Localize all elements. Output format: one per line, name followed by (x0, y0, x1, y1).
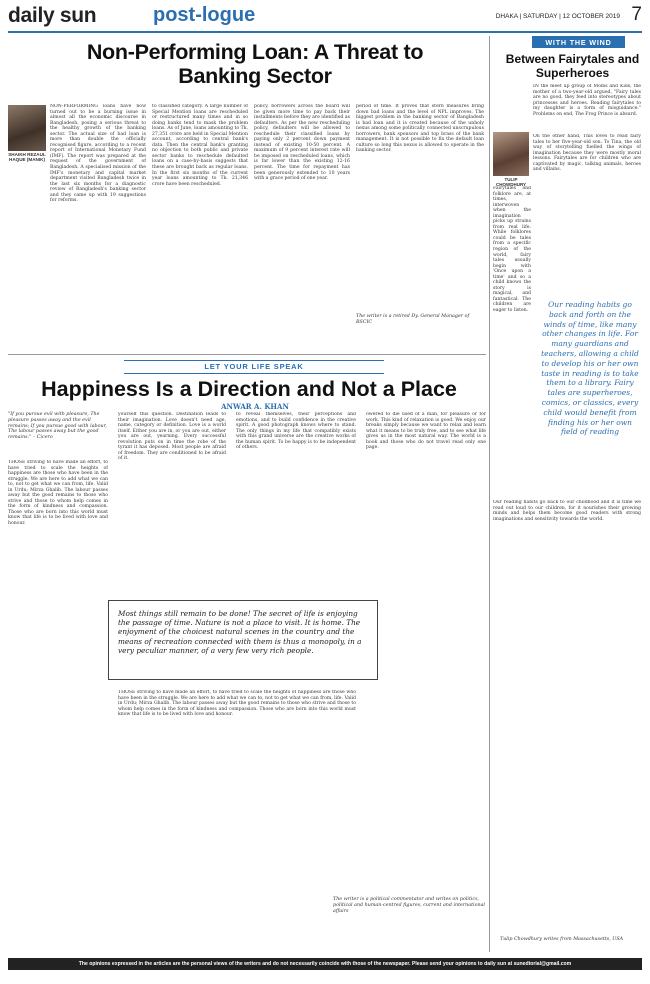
article2-pull-quote: Most things still remain to be done! The secret of life is enjoying the passage of time. Nature is not a place to visit. It is home. The enjoyment of the choicest natural scenes in the country and the means of recreation connected with them is thus a monopoly, in a very peculiar manner, of a very few very rich people. (108, 600, 378, 680)
header-rule (8, 31, 642, 33)
author-photo (8, 105, 46, 151)
article2-tagline: The writer is a political commentator and writes on politics, political and human-centred figures, current and international affairs (333, 897, 485, 914)
masthead (8, 4, 642, 30)
article1-column-1: NON-PERFORMING loans have now turned out to be a burning issue in almost all the economic discourse in Bangladesh, posing a serious threat to the healthy growth of the banking sector. The actual size of bad loan is more than double the officially recognised figure, according to a recent report of International Monetary Fund (IMF). The report was prepared at the request of the government of Bangladesh. A specialised mission of the IMF's monetary and capital market department visited Bangladesh twice in the last six months for a diagnostic review of Bangladesh's banking sector and they came up with 19 suggestions for reforms. (50, 104, 146, 204)
article2-epigraph: "If you pursue evil with pleasure, The pleasure passes away and the evil remains; If you pursue good with labour, The labour passes away but the good remains." – Cicero (8, 412, 107, 441)
newspaper-logo: daily sun (8, 4, 97, 27)
article2-headline: Happiness Is a Direction and Not a Place (41, 377, 457, 401)
article1-column-2: to classified category. A large number of Special Mention loans are rescheduled or restructured many times and in so doing banks tend to mask the problem loans. As of June, loans amounting to Tk. 27,351 crore are held in Special Mention account, according to central bank's data. Then the central bank's granting no objection to both public and private sector banks to reschedule defaulted loans on a case-by-basis suggests that these are brought back as regular loans. In the first six months of the current year loans amounting to Tk. 21,346 crore have been rescheduled. (152, 104, 248, 187)
article2-kicker: LET YOUR LIFE SPEAK (124, 360, 384, 374)
article2-column-4: owered to die used of a man, for pleasure or for work. This kind of relaxation is good. We enjoy our breaks simply because we want to relax and learn what it means to be truly free, and to see what life gives us in the most natural way. The world is a book and those who do not travel read only one page. (366, 412, 486, 451)
article3-column-3: Our reading habits go back to our childhood and it is time we read out loud to our children, for it nourishes their growing minds and helps them become good readers with strong imaginations and sensitivity towards the world. (493, 500, 641, 522)
article1-column-4: period of time. It proves that stern measures bring down bad loans and the level of NPL improves. The biggest problem in the banking sector of Bangladesh is bad loan and it is created because of the unholy nexus among some politically connected unscrupulous borrowers, bank sponsors and top brass of the bank management. It is not possible to fix the default loan culture so long this nexus is allowed to operate in the banking sector. (356, 104, 484, 154)
article1-tagline: The writer is a retired Dy. General Manager of BSCIC (356, 314, 470, 325)
page-number: 7 (631, 4, 642, 25)
section-name: post-logue (153, 4, 256, 26)
column-divider (489, 36, 490, 952)
article3-column-2: On the other hand, This loves to read fairy tales to her five-year-old son. To Tina, the old way of storytelling fuelled the wings of imagination because they were mostly moral lessons. Fairytales are for children who are captivated by magic, talking animals, heroes and villains. (533, 134, 641, 173)
article1-column-3: policy, borrowers across the board will be given more time to pay back their installments before they are identified as defaulters. As per the new rescheduling policy, defaulters will be allowed to reschedule their classified loans by paying only 2 percent down payment instead of existing 10-50 percent. A maximum of 9 percent interest rate will be imposed on rescheduled loans, which is far lower than the existing 12-16 percent. The time for repayment has been generously extended to 10 years with a grace period of one year. (254, 104, 350, 182)
dateline: DHAKA | SATURDAY | 12 OCTOBER 2019 (495, 13, 620, 20)
article3-headline: Between Fairytales and Superheroes (505, 52, 640, 80)
article2-column-continued: THOSE striving to have made an effort, to have tried to scale the heights of happiness are those who have been in the struggle. We are here to add what we can to, not to get what we can from, life. Valid in Urdu; Mirza Ghalib. The labour passes away but the good remains to those who strive and those to whom help comes in the form of kindness and compassion. Those who are born into this world must know that life is to be lived with love and honour. (118, 690, 356, 718)
article2-column-3: to reveal themselves, their perceptions and emotions, and to build confidence in the creative spirit. A good photograph knows where to stand. The only things in my life that compatibly exists with this grand universe are the creative works of the human spirit. To be happy is to be independent of others. (236, 412, 356, 451)
article3-column-1: IN the meet up group of Moms and Kids, the mother of a two-year-old argued, "Fairy tales are no good, they feed into stereotypes about princesses and heroes. Reading fairytales to my daughter is a form of misguidance." Problems on end, The Frog Prince is absurd. (533, 84, 641, 117)
article2-column-2: yourself this question. Destination leads to their imagination. Love doesn't need age, name, category or definition. Love is a world itself. Either you are in, or you are out, either you are out, yearning. Every successful revolution puts on in time the robe of the tyrant it has deposed. Most people are afraid of freedom. They are conditioned to be afraid of it. (118, 412, 226, 462)
article2-byline: ANWAR A. KHAN (221, 402, 289, 411)
author-photo (493, 132, 529, 176)
article3-signature: Tulip Chowdhury writes from Massachusetts, USA (500, 937, 624, 942)
footer-disclaimer: The opinions expressed in the articles are the personal views of the writers and do not necessarily coincide with those of the newspaper. Please send your opinions to daily sun at sunedtorial@gmail.com (78, 961, 572, 967)
article3-byline: TULIP CHOWDHURY (495, 177, 527, 187)
article3-pull-quote: Our reading habits go back and forth on the winds of time, like many other changes in life. For many guardians and teachers, allowing a child to develop his or her own taste in reading is to take them to a library. Fairy tales are superheroes, comics, or classics, every child would benefit from finding his or her own field of reading (541, 300, 639, 437)
article2-column-1: THOSE striving to have made an effort, to have tried to scale the heights of happiness are those who have been in the struggle. We are here to add what we can to, not to get what we can from, life. Valid in Urdu; Mirza Ghalib. The labour passes away but the good remains to those who strive and those to whom help comes in the form of kindness and compassion. Those who are born into this world must know that life is to be lived with love and honour. (8, 460, 108, 527)
article3-section-label: WITH THE WIND (545, 38, 612, 47)
article1-byline: SHAIKH REZAUL HAQUE (MANIK) (8, 152, 46, 163)
divider (8, 354, 486, 355)
article3-column-narrow: Fairytales and folklore are, at times, interwoven when the imagination picks up strains from real life. While folklores could be tales from a specific region of the world, fairy tales usually begin with 'Once upon a time' and so a child knows the story is magical, and fantastical. The children are eager to listen. (493, 186, 531, 314)
article1-headline: Non-Performing Loan: A Threat to Banking Sector (86, 40, 424, 88)
